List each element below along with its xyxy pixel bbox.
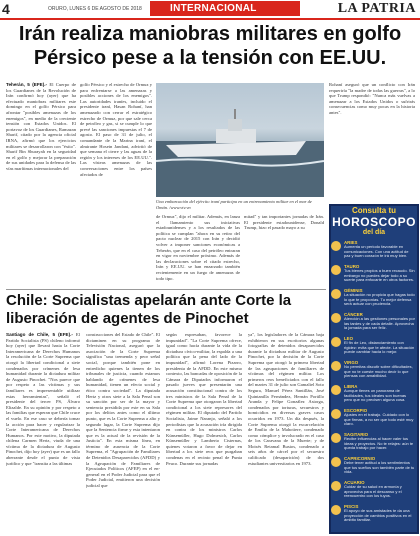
capricorn-icon	[331, 457, 341, 467]
article-byline: Teherán, 5 (EFE).-	[6, 82, 48, 87]
article-text: El Cuerpo de los Guardianes de la Revolución de Irán confirmó hoy (ayer) que ha efectuado maniobras militares este domingo en el golfo Pérsico para afrontar "posibles amenazas de los enemigos", en medio de la creciente tensión con Estados Unidos. El portavoz de los Guardianes, Ramazan Sharif, citado por la agencia oficial IRNA, afirmó que los ejercicios militares se desarrollaron con "éxito". Sharif Bin Shurayah en la seguridad en el golfo y mejorar la preparación de sus unidades para la defensa de las vías marítimas internacionales del	[6, 82, 76, 171]
horoscope-sign: LEO El fin de Leo, distanciamiento con rigidez: evita que te afecte. La situación puede cambiar hacia lo mejor.	[331, 336, 415, 360]
article-column: golfo Pérsico y el estrecho de Ormuz y para enfrentarse a las amenazas y posibles acciones de los enemigos". Las autoridades iraníes, incluido el presidente iraní, Hasan Rohaní, han amenazado con cerrar el estratégico estrecho de Ormuz, por que sale cerca de petróleo y gas, si se cumple lo que prevé las sanciones impuestas el 7 de agosto. El paso de 31 de julio, el comandante de la Marina iraní, el almirante Hosein Jandani, advirtió de que semana el cierre y las aguas de la región y los intereses de los EE.UU.". Las vísteas amenazas de las conversaciones entre los países afectados de	[80, 82, 152, 177]
newspaper-brand: LA PATRIA	[337, 1, 416, 16]
horoscope-sign: SAGITARIO Recibe influencias al hacer valer tus ideas y proyectos. No te relajes: aún te queda trabajo por hacer.	[331, 432, 415, 456]
article-column: mitad" y tan importantes jornadas de Irán. El presidente estadounidense, Donald Trump, hizo el pasado mayo a su	[244, 214, 324, 231]
article-column	[6, 332, 80, 532]
article-column	[6, 82, 76, 286]
horoscope-sign: ESCORPIO Ajustes en el trabajo. Cuidado con lo que firmas, a no ser que todo esté muy claro.	[331, 408, 415, 432]
horoscope-sign: TAURO Tus bienes propios a buen recaudo. Sin embargo no puedes dejar todo a su suerte para enfocarte en otros factores.	[331, 264, 415, 288]
leo-icon	[331, 337, 341, 347]
article-headline: Irán realiza maniobras militares en golfo Pérsico pese a la tensión con EE.UU.	[18, 23, 402, 69]
pisces-icon	[331, 505, 341, 515]
horoscope-sign: VIRGO No permitas discutir sobre dificultades, que no te cueste mucho decir lo que piensas con amabilidad.	[331, 360, 415, 384]
article-column: de Ormuz", dijo el militar. Además, en lanza el llamamiento sus iniciativas estadounidenses y a los resultados de las política se cumplan "ahora en su retiro del pacto nuclear de 2015 con Irán y decidió volver a imponer sanciones económicas a Teherán, que en el caso del petróleo entraran en vigor en noviembre próximo. Además de las declaraciones sobre el citado estrecho, Irán y EE.UU. se han enzarzado también recientemente en un fuego de amenazas de todo tipo.	[156, 214, 240, 281]
horoscope-kicker: Consulta tu	[352, 206, 396, 215]
edition-date: ORURO, LUNES 6 DE AGOSTO DE 2018	[48, 6, 142, 12]
photo-caption: Una embarcación del ejército iraní participa en un entrenamiento militar en el mar de Omán. /www.vtv.vn	[156, 199, 312, 210]
horoscope-subtitle: del día	[362, 229, 386, 236]
scorpio-icon	[331, 409, 341, 419]
horoscope-sign: CÁNCER Atención a las gestiones personales por las tardes y de cada detalle. Aprovecha la jornada para ser feliz.	[331, 312, 415, 336]
section-divider	[6, 289, 326, 290]
article-text: El Partido Socialista (PS) chileno informó hoy (ayer) que llevará hasta la Corte Interamericana de Derechos Humanos la resolución de la Corte Suprema que otorgó la libertad condicional a siete condenados por crímenes de lesa humanidad durante la dictadura militar de Augusto Pinochet. "Nos parece que por respeto a las víctimas y sus familiares es impresentable utilizar estas herramientas", señaló el presidente del tercer PS, Álvaro Elizalde. En su opinión y por respeto a las familias que esperan que Chile cruce el vuelo. En ese caso se debería tomar la acción para hacer y regularizar la Corte Interamericana de Derechos Humanos. Por este motivo, la diputada chilena Carmen Hertz, viuda de una víctima de la dictadura de Augusto Pinochet, dijo hoy (ayer) que es un fallo aberrante desde el punto de vista jurídico y que "transita a las últimas	[6, 332, 80, 466]
sagittarius-icon	[331, 433, 341, 443]
article-headline: Chile: Socialistas apelarán ante Corte la liberación de agentes de Pinochet	[6, 292, 292, 327]
horoscope-title: HOROSCOPO	[332, 215, 416, 229]
article-column: según expresaban, favorece la impunidad". "La Corte Suprema ofrece, igual como hacía durante la vida de la dictadura cívico-militar, la espalda a una política que la pena del lado de la impunidad", afirmó Lorena Pizarro, presidenta de la AFDD. En este mismo contexto, las bancadas de oposición de la Cámara de Diputados informaron el pasado jueves que presentarán una acusación constitucional contra de los tres ministros de la Sala Penal de la Corte Suprema que otorgaron la libertad condicional a los siete represores del régimen militar. El diputado del Partido Socialista, Jaime Naranjo, señaló a los periodistas que la acusación iría dirigida en contra de los ministros Carlos Künsemüller, Hugo Dolmestch, Carlos Künsemüller y Lamberto Cisternas, quienes votaron a favor de dejar en libertad a los siete reos que purgaban condenas en el recinto penal de Punta Peuco. Durante sus jornadas	[166, 332, 242, 466]
warship-image	[156, 83, 324, 197]
page-number: 4	[2, 1, 10, 17]
header-divider	[0, 18, 420, 20]
horoscope-sign: GÉMINIS La situación no propicia que hagas todo lo que te proponías. Tu mejor defensa será actuar con prudencia.	[331, 288, 415, 312]
virgo-icon	[331, 361, 341, 371]
horoscope-sign: LIBRA Aunque tienes un panorama de facilidades, tus ideales son buenas pero que no precisen alguna cosa.	[331, 384, 415, 408]
aquarius-icon	[331, 481, 341, 491]
article-column: construcciones del Estado de Chile". El dictaminen en su programa de Televisión Nacional, aseguró que la asociación de la Corte Suprema significa "una tremenda y peor señal social, porque también pone en entredicho quienes la tienen de los tribunales de justicia, cuando estamos hablando de crímenes de lesa humanidad, tienen un efecto social y ético contra sociedad". La diputada Hertz y otros siete a la Sala Penal son su sanción por ser de la mayor y sentencia presidida por este en su Sala por los delitos antes como el último punto, que es la Corte Suprema a alto y segundo lugar, la Corte Suprema dijo que la Sentencia firme y esta intentaron que es la actual de la revisión de la Justicia". En esta misma línea, en término de ausencia de la Corte Suprema, el "Agrupación de Familiares de Detenidos Desaparecidos (AFDD) y la Agrupación de Familiares de Ejecutados Políticos (AFEP) en el en-general en el Poder Judicial para que el Poder Judicial, emitieron una decisión judicial que	[86, 332, 160, 489]
horoscope-sign: ARIES Aumenta un periodo favorable en comunicaciones. Con una actitud de paz y buen corazón te irá muy bien.	[331, 240, 415, 264]
horoscope-sign: ACUARIO Cuidar de su salud en armonía y aprovecha para el descanso y el reencuentro con los tuyos.	[331, 480, 415, 504]
horoscope-sign: PISCIS El apoyo de sus amistades te da una proyección de cambios positivos en el ámbito familiar.	[331, 504, 415, 528]
article-column: ya", los legisladores de la Cámara baja exhibieron en sus escritorios algunas fotografías de detenidos desaparecidos durante la dictadura militar de Augusto Pinochet, por la decisión de la Corte Suprema que otorgó la primera libertad de las agrupaciones de familiares de víctimas del régimen militar. Los primeros reos beneficiados con el fallo del martes 31 de julio son Gamaliel Soto Segura, Manuel Pérez Santillán, José Quintanilla Fernández, Hernán Portillo Aranda y Felipe González Astorga, condenados por torturas, secuestros y homicidios en diversas graves casos ocurridos en 1973. Un día después, la Corte Suprema otorgó la excarcelación de Emilio de la Mahotiere, condenado como cómplice y involucrado en el caso de los Caravana de la Muerte; y de Moisés Retamal Bustos, condenado a seis años de cárcel por el secuestro calificado (desaparición) de dos estudiantes universitarios en 1973.	[248, 332, 324, 466]
cancer-icon	[331, 313, 341, 323]
warship-photo	[156, 83, 324, 197]
aries-icon	[331, 241, 341, 251]
taurus-icon	[331, 265, 341, 275]
gemini-icon	[331, 289, 341, 299]
article-column: Rohaní aseguró que un conflicto con Irán requeriría "la madre de todas las guerras", a lo que Trump respondió: "Nunca más vuelvas a amenazar a los Estados Unidos o sufrirás consecuencias como muy pocas en la historia antes".	[329, 82, 415, 115]
article-byline: Santiago de Chile, 5 (EFE).-	[6, 332, 73, 337]
section-label: INTERNACIONAL	[150, 1, 300, 16]
horoscope-sign: CAPRICORNIO Debe tener actitud a los sentimientos que tus sueños son también parte de tu vida.	[331, 456, 415, 480]
libra-icon	[331, 385, 341, 395]
